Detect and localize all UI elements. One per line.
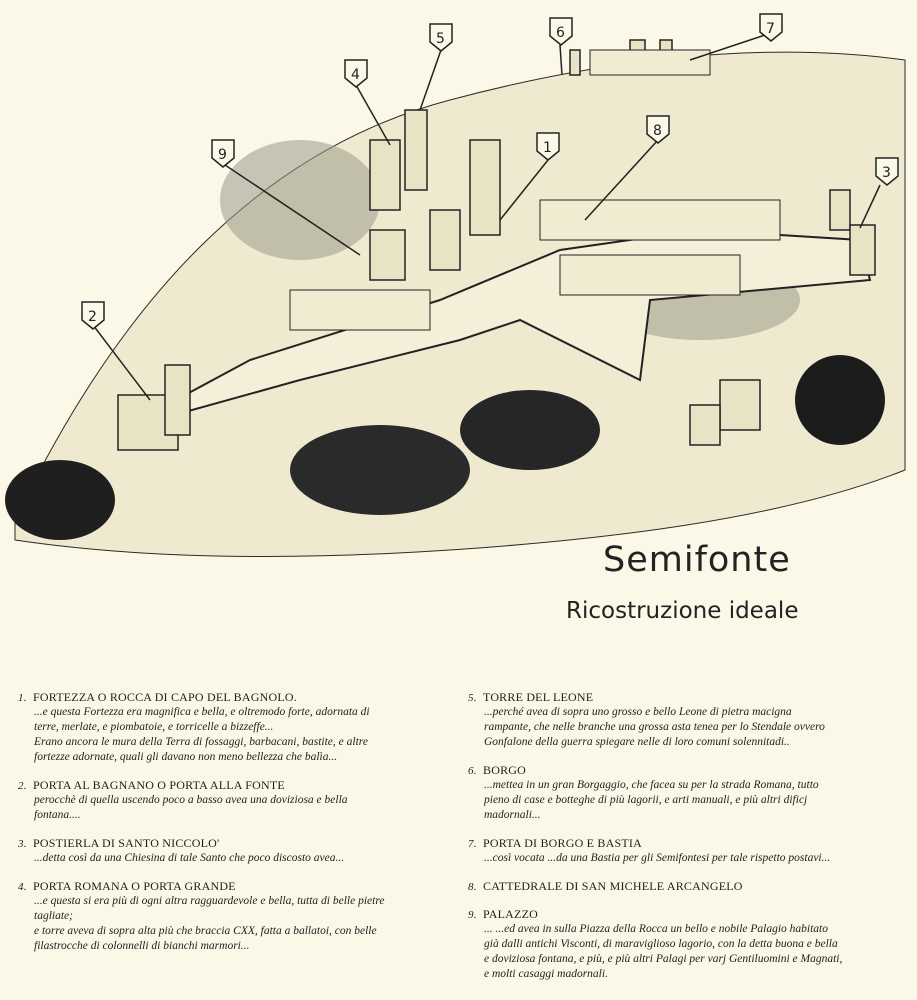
entry-number: 1. — [18, 692, 27, 704]
entry-name: CATTEDRALE DI SAN MICHELE ARCANGELO — [483, 879, 743, 893]
page-subtitle: Ricostruzione ideale — [566, 598, 799, 624]
entry-number: 8. — [468, 881, 477, 893]
page-title: Semifonte — [603, 540, 791, 580]
entry-text: ...e questa si era più di ogni altra ragguardevole e bella, tutta di belle pietre tagliate; e torre aveva di sopra alta più che braccia CXX, fatta a ballatoi, con belle filastrocche di colonnelli di bianchi marmori... — [34, 895, 385, 952]
entry-number: 6. — [468, 765, 477, 777]
legend-right-column — [468, 690, 888, 995]
entry-name: PALAZZO — [483, 907, 538, 921]
marker-label: 8 — [653, 123, 662, 139]
marker-6 — [550, 18, 572, 75]
marker-label: 4 — [351, 67, 360, 83]
entry-number: 9. — [468, 909, 477, 921]
legend-entry-2 — [18, 778, 438, 823]
entry-name: FORTEZZA O ROCCA DI CAPO DEL BAGNOLO. — [33, 690, 297, 704]
legend-entry-7 — [468, 836, 888, 866]
entry-name: BORGO — [483, 763, 527, 777]
entry-text: ...perché avea di sopra uno grosso e bello Leone di pietra macigna rampante, che nelle branche una grossa asta tenea per lo Stendale ovvero Gonfalone della guerra spiegare nelle di loro comuni solennitadi.. — [484, 706, 825, 748]
entry-number: 2. — [18, 780, 27, 792]
marker-label: 1 — [543, 140, 552, 156]
entry-number: 5. — [468, 692, 477, 704]
entry-number: 4. — [18, 881, 27, 893]
entry-number: 7. — [468, 838, 477, 850]
entry-name: PORTA AL BAGNANO O PORTA ALLA FONTE — [33, 778, 285, 792]
entry-name: POSTIERLA DI SANTO NICCOLO' — [33, 836, 220, 850]
entry-name: TORRE DEL LEONE — [483, 690, 594, 704]
marker-label: 9 — [218, 147, 227, 163]
entry-text: ...detta così da una Chiesina di tale Santo che poco discosto avea... — [34, 852, 345, 864]
woods — [460, 390, 600, 470]
legend-entry-3 — [18, 836, 438, 866]
marker-label: 6 — [556, 25, 565, 41]
entry-name: PORTA ROMANA O PORTA GRANDE — [33, 879, 236, 893]
legend-left-column — [18, 690, 438, 967]
legend-entry-8 — [468, 879, 888, 894]
woods — [220, 140, 380, 260]
entry-text: ...così vocata ...da una Bastia per gli Semifontesi per tale rispetto postavi... — [484, 852, 831, 864]
entry-text: ...mettea in un gran Borgaggio, che facea su per la strada Romana, tutto pieno di case e botteghe di più lagorii, e arti manuali, e più altri dificj madornali... — [484, 779, 819, 821]
entry-name: PORTA DI BORGO E BASTIA — [483, 836, 642, 850]
legend-entry-9 — [468, 907, 888, 982]
entry-text: ... ...ed avea in sulla Piazza della Rocca un bello e nobile Palagio habitato già dalli antichi Visconti, di maraviglioso lagorio, con la detta buona e bella e doviziosa fontana, e più, e più altri Palagi per varj Gentiluomini e Magnati, e molti casaggi madornali. — [484, 923, 843, 980]
marker-label: 7 — [766, 21, 775, 37]
entry-text: ...e questa Fortezza era magnifica e bella, e oltremodo forte, adornata di terre, merlate, e piombatoie, e torricelle a bizzeffe... Erano ancora le mura della Terra di fossaggi, barbacani, bastite, e altre fortezze adornate, quali gli davano non meno bellezza che balìa... — [34, 706, 370, 763]
legend-entry-6 — [468, 763, 888, 823]
legend-entry-5 — [468, 690, 888, 750]
legend-entry-1 — [18, 690, 438, 765]
marker-5 — [420, 24, 452, 110]
entry-text: perocchè di quella uscendo poco a basso avea una doviziosa e bella fontana.... — [34, 794, 348, 821]
marker-label: 3 — [882, 165, 891, 181]
woods — [795, 355, 885, 445]
woods — [290, 425, 470, 515]
legend-entry-4 — [18, 879, 438, 954]
woods — [5, 460, 115, 540]
marker-label: 2 — [88, 309, 97, 325]
entry-number: 3. — [18, 838, 27, 850]
marker-label: 5 — [436, 31, 445, 47]
